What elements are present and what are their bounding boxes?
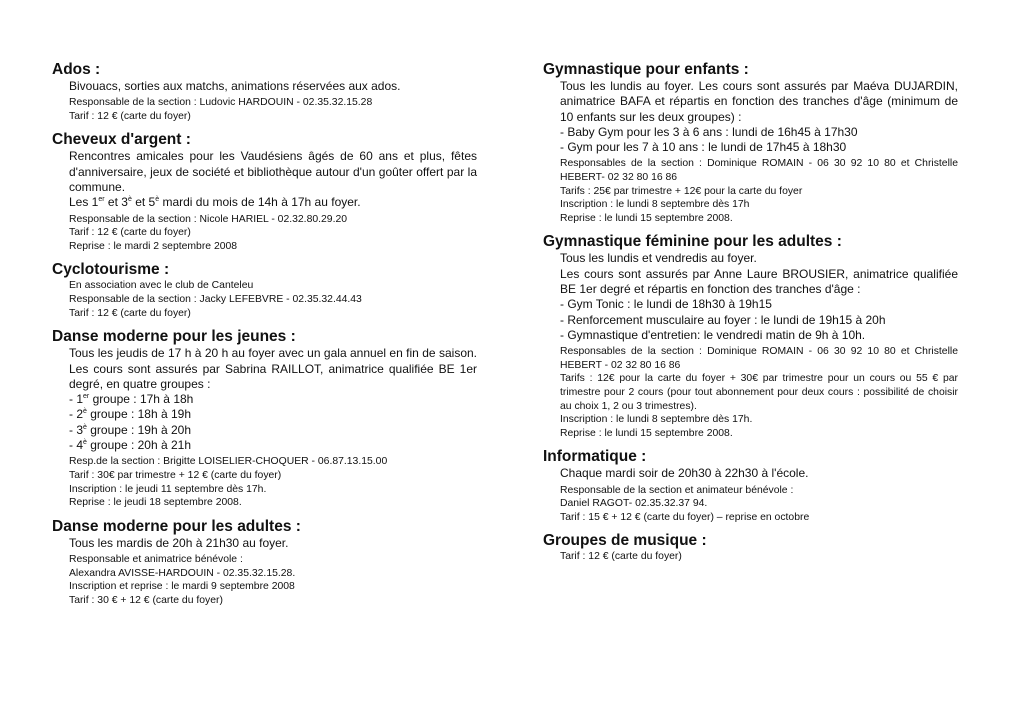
- detail-line: Reprise : le mardi 2 septembre 2008: [69, 240, 238, 252]
- section-title: Informatique :: [543, 448, 647, 466]
- section-body: [69, 536, 477, 608]
- body-line: - Renforcement musculaire au foyer : le lundi de 19h15 à 20h: [560, 312, 886, 327]
- detail-line: Daniel RAGOT- 02.35.32.37 94.: [560, 498, 708, 510]
- section-danse-moderne-pour-les-jeunes: [52, 327, 477, 509]
- detail-line: Tarif : 30€ par trimestre + 12 € (carte du foyer): [69, 469, 282, 481]
- detail-line: Responsable de la section : Jacky LEFEBVRE - 02.35.32.44.43: [69, 294, 362, 306]
- body-line: - $2^è$ groupe : 18h à 19h: [69, 407, 192, 422]
- detail-line: Responsables de la section : Dominique ROMAIN - 06 30 92 10 80 et Christelle HEBERT- 02 32 80 16 86: [560, 158, 958, 184]
- section-title: Cyclotourisme :: [52, 261, 170, 279]
- body-line: Les 1er et $3^è$ et $5^è$ mardi du mois de 14h à 17h au foyer.: [69, 195, 361, 210]
- detail-line: Responsable et animatrice bénévole :: [69, 553, 243, 565]
- detail-line: Tarifs : 25€ par trimestre + 12€ pour la carte du foyer: [560, 185, 803, 197]
- section-body: [69, 346, 477, 509]
- section-body: [560, 79, 958, 225]
- detail-line: Tarif : 30 € + 12 € (carte du foyer): [69, 594, 223, 606]
- body-line: Bivouacs, sorties aux matchs, animations réservées aux ados.: [69, 79, 401, 93]
- section-title: Gymnastique féminine pour les adultes :: [543, 233, 842, 251]
- detail-line: Inscription : le lundi 8 septembre dès 17h: [560, 199, 750, 211]
- detail-line: Inscription et reprise : le mardi 9 septembre 2008: [69, 581, 295, 593]
- body-line: - Baby Gym pour les 3 à 6 ans : lundi de 16h45 à 17h30: [560, 124, 858, 139]
- body-line: Tous les jeudis de 17 h à 20 h au foyer avec un gala annuel en fin de saison. Les cours sont assurés par Sabrina RAILLOT, animatrice qualifiée BE 1er degré, en quatre groupes :: [69, 346, 477, 391]
- detail-line: Inscription : le lundi 8 septembre dès 17h.: [560, 414, 753, 426]
- detail-line: Reprise : le jeudi 18 septembre 2008.: [69, 497, 242, 509]
- section-body: [69, 149, 477, 253]
- detail-line: Tarif : 12 € (carte du foyer): [69, 110, 191, 122]
- detail-line: Responsable de la section : Ludovic HARDOUIN - 02.35.32.15.28: [69, 97, 373, 109]
- section-groupes-de-musique: [543, 531, 958, 564]
- body-line: - Gym pour les 7 à 10 ans : le lundi de 17h45 à 18h30: [560, 140, 847, 155]
- section-gymnastique-pour-enfants: [543, 60, 958, 225]
- section-body: [560, 550, 958, 564]
- section-title: Danse moderne pour les adultes :: [52, 517, 301, 535]
- detail-line: Tarif : 12 € (carte du foyer): [69, 307, 191, 319]
- left-column: [52, 60, 477, 614]
- body-line: Chaque mardi soir de 20h30 à 22h30 à l'école.: [560, 466, 809, 481]
- right-column: [543, 60, 958, 571]
- section-body: [69, 79, 477, 123]
- body-line: - $3^è$ groupe : 19h à 20h: [69, 422, 192, 437]
- section-body: [560, 466, 958, 524]
- body-line: - 1er groupe : 17h à 18h: [69, 392, 194, 407]
- body-line: Rencontres amicales pour les Vaudésiens âgés de 60 ans et plus, fêtes d'anniversaire, jeux de société et bibliothèque autour d'un goûter offert par la commune.: [69, 149, 477, 195]
- section-danse-moderne-pour-les-adultes: [52, 517, 477, 608]
- section-ados: [52, 60, 477, 123]
- body-line: Tous les lundis au foyer. Les cours sont assurés par Maéva DUJARDIN, animatrice BAFA et répartis en fonction des tranches d'âge (minimum de 10 enfants sur les deux groupes) :: [560, 79, 958, 124]
- detail-line: Reprise : le lundi 15 septembre 2008.: [560, 212, 733, 224]
- section-title: Groupes de musique :: [543, 532, 707, 550]
- body-line: Les cours sont assurés par Anne Laure BROUSIER, animatrice qualifiée BE 1er degré et répartis en fonction des tranches d'âge :: [560, 266, 958, 297]
- detail-line: Inscription : le jeudi 11 septembre dès 17h.: [69, 483, 267, 495]
- detail-line: En association avec le club de Canteleu: [69, 280, 254, 292]
- body-line: Tous les lundis et vendredis au foyer.: [560, 251, 757, 266]
- body-line: - Gymnastique d'entretien: le vendredi matin de 9h à 10h.: [560, 327, 866, 342]
- detail-line: Responsables de la section : Dominique ROMAIN - 06 30 92 10 80 et Christelle HEBERT - 02 32 80 16 86: [560, 346, 958, 371]
- detail-line: Resp.de la section : Brigitte LOISELIER-CHOQUER - 06.87.13.15.00: [69, 456, 388, 468]
- body-line: - $4^è$ groupe : 20h à 21h: [69, 438, 192, 453]
- section-cheveux-d-argent: [52, 130, 477, 253]
- detail-line: Tarif : 12 € (carte du foyer): [69, 227, 191, 239]
- detail-line: Responsable de la section et animateur bénévole :: [560, 484, 794, 496]
- section-title: Cheveux d'argent :: [52, 131, 191, 149]
- detail-line: Tarifs : 12€ pour la carte du foyer + 30€ par trimestre pour un cours ou 55 € par trimestre pour 2 cours (pour tout abonnement pour deux cours : possibilité de choisir au choix 1, 2 ou 3 trimestres).: [560, 373, 958, 412]
- detail-line: Alexandra AVISSE-HARDOUIN - 02.35.32.15.28.: [69, 567, 296, 579]
- detail-line: Tarif : 12 € (carte du foyer): [560, 551, 682, 563]
- section-gymnastique-feminine-pour-les-adultes: [543, 232, 958, 440]
- section-title: Ados :: [52, 61, 101, 78]
- section-cyclotourisme: [52, 260, 477, 320]
- detail-line: Tarif : 15 € + 12 € (carte du foyer) – reprise en octobre: [560, 511, 810, 523]
- section-title: Gymnastique pour enfants :: [543, 61, 749, 78]
- section-title: Danse moderne pour les jeunes :: [52, 328, 296, 346]
- body-line: - Gym Tonic : le lundi de 18h30 à 19h15: [560, 297, 772, 312]
- section-body: [69, 279, 477, 320]
- body-line: Tous les mardis de 20h à 21h30 au foyer.: [69, 535, 289, 550]
- section-body: [560, 251, 958, 440]
- detail-line: Responsable de la section : Nicole HARIEL - 02.32.80.29.20: [69, 213, 348, 225]
- section-informatique: [543, 447, 958, 524]
- detail-line: Reprise : le lundi 15 septembre 2008.: [560, 427, 733, 439]
